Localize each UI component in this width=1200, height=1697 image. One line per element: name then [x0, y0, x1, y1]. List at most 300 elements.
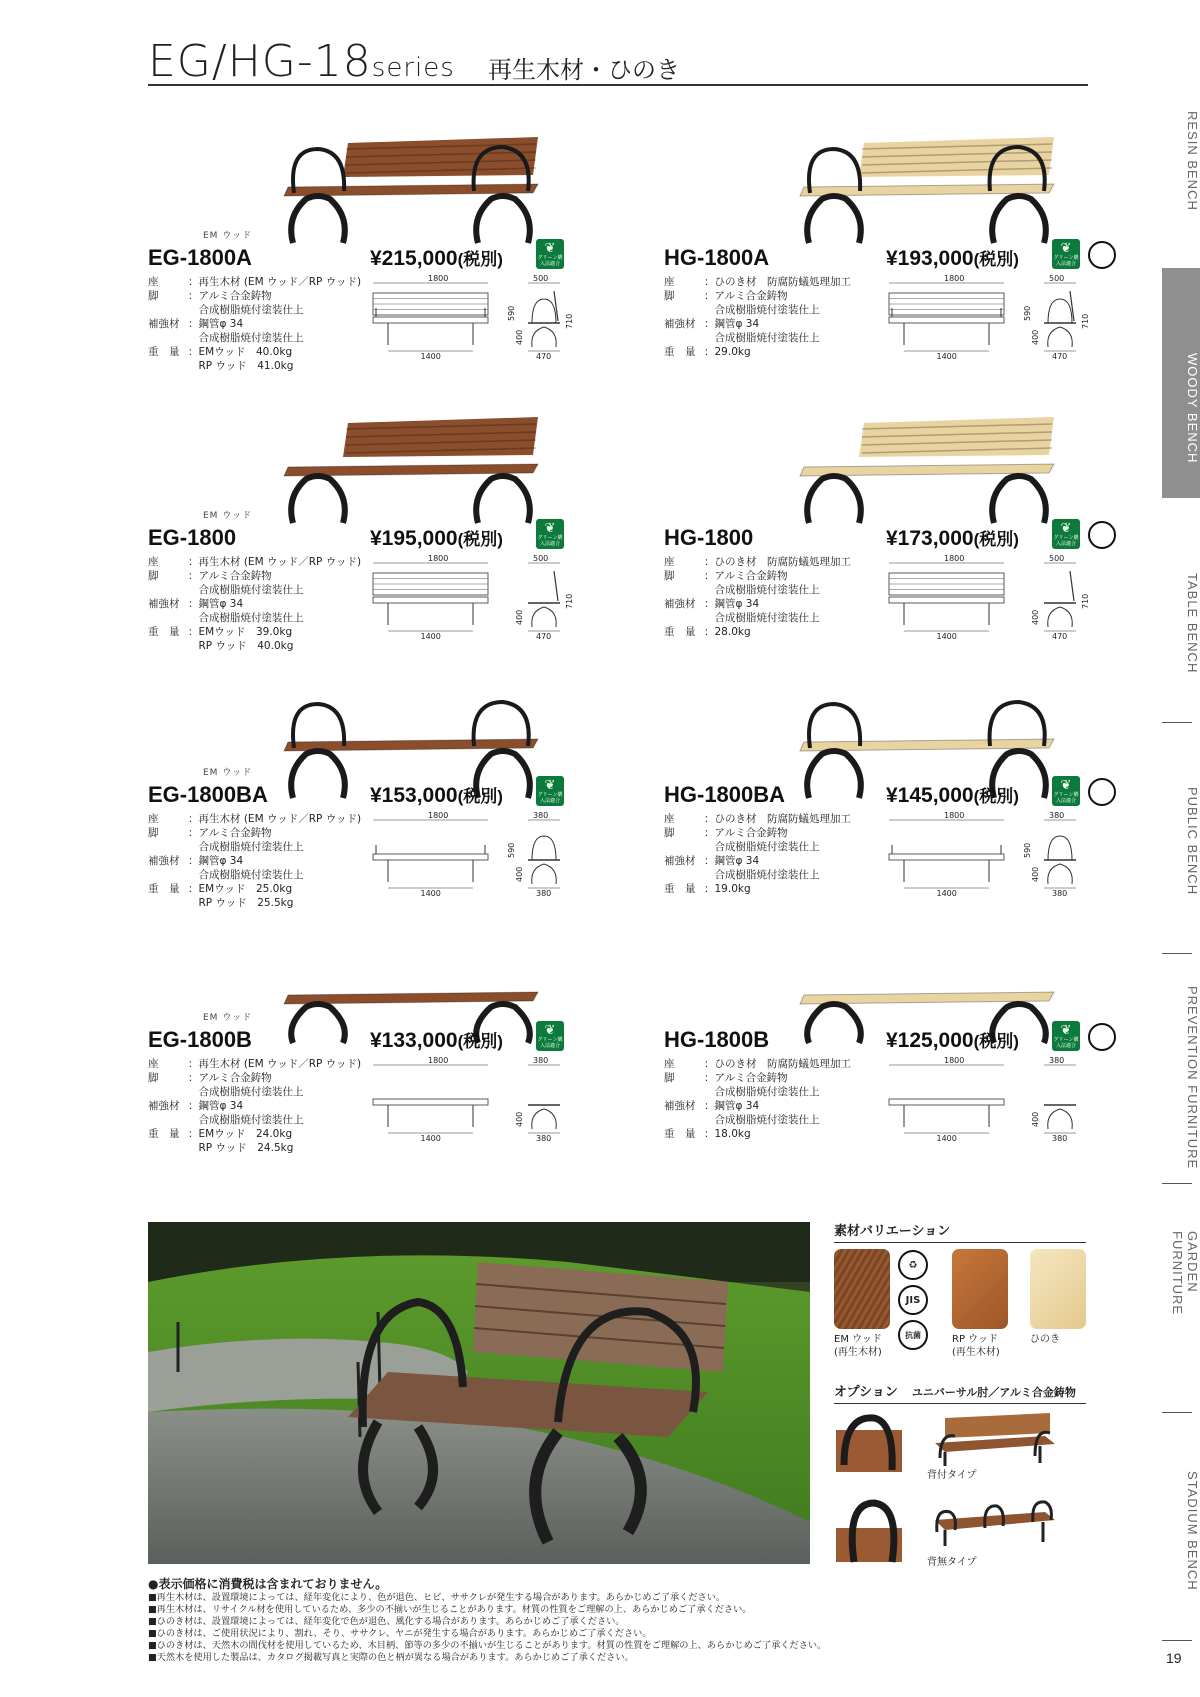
svg-text:1400: 1400	[420, 632, 441, 641]
spec-key: 補強材	[664, 318, 696, 330]
spec-value: ：鋼管φ 34	[188, 598, 244, 610]
spec-key	[148, 611, 188, 625]
model-number: HG-1800BA	[664, 782, 786, 807]
spec-row	[664, 569, 851, 583]
spec-row	[664, 812, 851, 826]
spec-value: 合成樹脂焼付塗装仕上	[704, 869, 820, 881]
spec-list	[664, 1057, 851, 1141]
spec-row	[664, 275, 851, 289]
bench-illustration	[764, 415, 1064, 525]
spec-value: RP ウッド 25.5kg	[188, 897, 294, 909]
sidebar-item-garden-furniture[interactable]: GARDEN FURNITURE	[1170, 1231, 1200, 1316]
spec-key: 座	[664, 556, 675, 568]
svg-text:380: 380	[1052, 1134, 1068, 1143]
svg-text:710: 710	[1081, 313, 1090, 329]
spec-value: ：アルミ合金鋳物	[188, 827, 272, 839]
spec-key: 脚	[664, 290, 675, 302]
spec-key: 座	[148, 813, 159, 825]
svg-text:1800: 1800	[944, 274, 965, 283]
leaf-icon: ❦	[1060, 241, 1072, 256]
spec-value: ：EMウッド 25.0kg	[188, 883, 293, 895]
antibacterial-mark-icon: 抗菌	[898, 1320, 928, 1350]
spec-row	[148, 331, 361, 345]
sidebar-divider	[1162, 953, 1192, 954]
price	[370, 245, 503, 271]
spec-row	[664, 882, 851, 896]
spec-value: 合成樹脂焼付塗装仕上	[704, 304, 820, 316]
eco-mark-icon: ♻	[898, 1250, 928, 1280]
green-badge-label: グリーン購入法適合	[537, 535, 563, 547]
spec-row	[148, 1057, 361, 1071]
spec-value: ：ひのき材 防腐防蟻処理加工	[704, 556, 851, 568]
price-value: ¥145,000	[886, 784, 974, 807]
spec-value: RP ウッド 40.0kg	[188, 640, 294, 652]
model-number: EG-1800A	[148, 245, 252, 270]
model-number: EG-1800B	[148, 1027, 252, 1052]
spec-row	[148, 345, 361, 359]
svg-text:500: 500	[1049, 554, 1065, 563]
dimension-drawing	[368, 810, 598, 900]
sidebar-item-stadium-bench[interactable]: STADIUM BENCH	[1185, 1470, 1200, 1591]
note-line: ■天然木を使用した製品は、カタログ掲載写真と実際の色と柄が異なる場合があります。あらかじめご了承ください。	[148, 1652, 634, 1663]
spec-key: 座	[148, 1058, 159, 1070]
spec-key	[148, 1085, 188, 1099]
sidebar-divider	[1162, 722, 1192, 723]
price-value: ¥215,000	[370, 247, 458, 270]
price	[370, 782, 503, 808]
spec-key: 脚	[664, 827, 675, 839]
spec-value: 合成樹脂焼付塗装仕上	[188, 1114, 304, 1126]
spec-row	[664, 1099, 851, 1113]
leaf-icon: ❦	[544, 778, 556, 793]
spec-key	[664, 868, 704, 882]
spec-row	[148, 896, 361, 910]
spec-row	[148, 359, 361, 373]
spec-row	[664, 854, 851, 868]
price-value: ¥133,000	[370, 1029, 458, 1052]
spec-key: 補強材	[148, 855, 180, 867]
spec-key: 座	[148, 276, 159, 288]
price-tax-note: (税別)	[457, 1032, 503, 1051]
svg-text:500: 500	[533, 554, 549, 563]
svg-text:590: 590	[507, 842, 516, 858]
spec-value: ：ひのき材 防腐防蟻処理加工	[704, 1058, 851, 1070]
green-purchase-badge	[536, 776, 564, 806]
green-purchase-badge	[1052, 239, 1080, 269]
wood-type-label: EM ウッド	[203, 231, 253, 241]
tax-note: ●表示価格に消費税は含まれておりません。	[148, 1577, 388, 1591]
svg-text:1800: 1800	[944, 554, 965, 563]
svg-text:470: 470	[1052, 352, 1068, 361]
spec-row	[148, 1099, 361, 1113]
spec-key: 補強材	[148, 598, 180, 610]
spec-row	[664, 555, 851, 569]
category-sidebar	[1162, 0, 1200, 1697]
svg-text:1400: 1400	[936, 632, 957, 641]
spec-value: ：アルミ合金鋳物	[188, 1072, 272, 1084]
material-variation-title: 素材バリエーション	[834, 1220, 1086, 1243]
spec-key	[664, 583, 704, 597]
spec-row	[148, 1141, 361, 1155]
spec-key	[664, 840, 704, 854]
spec-value: 合成樹脂焼付塗装仕上	[704, 841, 820, 853]
spec-value: 合成樹脂焼付塗装仕上	[704, 584, 820, 596]
spec-key: 脚	[148, 1072, 159, 1084]
product-card	[148, 415, 588, 675]
spec-key: 脚	[664, 1072, 675, 1084]
spec-key	[148, 303, 188, 317]
green-purchase-badge	[1052, 1021, 1080, 1051]
svg-text:1800: 1800	[428, 554, 449, 563]
spec-value: ：アルミ合金鋳物	[704, 1072, 788, 1084]
svg-text:400: 400	[1031, 1111, 1040, 1127]
svg-text:400: 400	[515, 609, 524, 625]
sidebar-item-woody-bench[interactable]: WOODY BENCH	[1162, 268, 1200, 498]
bench-illustration	[248, 415, 548, 525]
green-purchase-badge	[536, 519, 564, 549]
green-purchase-badge	[536, 1021, 564, 1051]
wood-type-label: EM ウッド	[203, 768, 253, 778]
spec-value: 合成樹脂焼付塗装仕上	[188, 612, 304, 624]
model-number: HG-1800A	[664, 245, 770, 270]
spec-value: ：アルミ合金鋳物	[188, 570, 272, 582]
options-title: オプション ユニバーサル肘／アルミ合金鋳物	[834, 1381, 1086, 1404]
spec-value: 合成樹脂焼付塗装仕上	[188, 841, 304, 853]
svg-text:1800: 1800	[428, 274, 449, 283]
green-badge-label: グリーン購入法適合	[537, 1037, 563, 1049]
backless-type-illustration	[925, 1500, 1065, 1550]
spec-value: 合成樹脂焼付塗装仕上	[188, 869, 304, 881]
rp-wood-label: RP ウッド (再生木材)	[952, 1334, 1000, 1358]
spec-key: 脚	[664, 570, 675, 582]
svg-text:1400: 1400	[936, 889, 957, 898]
spec-value: ：鋼管φ 34	[188, 1100, 244, 1112]
spec-key: 重 量	[148, 346, 180, 358]
spec-row	[148, 639, 361, 653]
price-value: ¥153,000	[370, 784, 458, 807]
model-number: HG-1800B	[664, 1027, 770, 1052]
spec-value: ：EMウッド 40.0kg	[188, 346, 293, 358]
spec-key	[664, 331, 704, 345]
svg-text:1400: 1400	[420, 352, 441, 361]
bench-illustration	[764, 135, 1064, 245]
page-header	[148, 36, 1088, 86]
spec-value: 合成樹脂焼付塗装仕上	[188, 584, 304, 596]
svg-text:470: 470	[1052, 632, 1068, 641]
spec-row	[148, 569, 361, 583]
green-badge-label: グリーン購入法適合	[1053, 255, 1079, 267]
spec-key: 重 量	[148, 626, 180, 638]
sidebar-item-prevention-furniture[interactable]: PREVENTION FURNITURE	[1185, 986, 1200, 1170]
product-card	[148, 690, 588, 950]
note-line: ■再生木材は、リサイクル材を使用しているため、多少の不揃いが生じることがあります。材質の性質をご理解の上、あらかじめご了承ください。	[148, 1604, 752, 1615]
universal-armrest-backless-image	[834, 1498, 904, 1568]
spec-value: 合成樹脂焼付塗装仕上	[188, 1086, 304, 1098]
eco-face-icon	[1088, 521, 1116, 549]
svg-text:1400: 1400	[420, 889, 441, 898]
spec-key	[148, 639, 188, 653]
spec-value: ：鋼管φ 34	[704, 318, 760, 330]
spec-key	[664, 611, 704, 625]
spec-row	[664, 597, 851, 611]
product-card	[148, 935, 588, 1195]
spec-value: 合成樹脂焼付塗装仕上	[704, 1114, 820, 1126]
spec-row	[148, 583, 361, 597]
backrest-type-label: 背付タイプ	[927, 1470, 977, 1481]
leaf-icon: ❦	[544, 241, 556, 256]
spec-value: 合成樹脂焼付塗装仕上	[704, 332, 820, 344]
spec-list	[148, 275, 361, 373]
page-number-rule	[1162, 1640, 1192, 1641]
spec-key: 脚	[148, 570, 159, 582]
price-value: ¥125,000	[886, 1029, 974, 1052]
svg-text:400: 400	[1031, 866, 1040, 882]
hinoki-label: ひのき	[1030, 1334, 1060, 1345]
svg-text:500: 500	[1049, 274, 1065, 283]
price-tax-note: (税別)	[457, 530, 503, 549]
svg-text:380: 380	[533, 811, 549, 820]
spec-key	[148, 583, 188, 597]
spec-value: ：鋼管φ 34	[704, 598, 760, 610]
eco-face-icon	[1088, 241, 1116, 269]
spec-key: 補強材	[148, 318, 180, 330]
spec-key	[148, 1141, 188, 1155]
spec-value: ：鋼管φ 34	[704, 855, 760, 867]
spec-key	[148, 840, 188, 854]
product-card	[664, 690, 1104, 950]
dimension-drawing	[884, 1055, 1114, 1145]
sidebar-item-table-bench[interactable]: TABLE BENCH	[1185, 572, 1200, 674]
spec-key: 脚	[148, 827, 159, 839]
price-tax-note: (税別)	[973, 1032, 1019, 1051]
svg-text:710: 710	[565, 313, 574, 329]
eco-face-icon	[1088, 778, 1116, 806]
spec-key	[664, 1113, 704, 1127]
spec-list	[664, 812, 851, 896]
spec-row	[664, 625, 851, 639]
spec-key	[148, 359, 188, 373]
spec-row	[664, 1113, 851, 1127]
leaf-icon: ❦	[544, 521, 556, 536]
svg-text:380: 380	[536, 1134, 552, 1143]
spec-row	[664, 289, 851, 303]
dimension-drawing	[884, 810, 1114, 900]
spec-row	[664, 1057, 851, 1071]
spec-list	[148, 1057, 361, 1155]
spec-row	[664, 583, 851, 597]
spec-key: 重 量	[664, 626, 696, 638]
price	[886, 525, 1019, 551]
spec-value: ：鋼管φ 34	[704, 1100, 760, 1112]
product-card	[664, 415, 1104, 675]
spec-row	[148, 597, 361, 611]
price	[886, 1027, 1019, 1053]
svg-text:590: 590	[1023, 842, 1032, 858]
spec-row	[664, 317, 851, 331]
green-purchase-badge	[1052, 776, 1080, 806]
svg-text:1400: 1400	[936, 1134, 957, 1143]
svg-text:710: 710	[1081, 593, 1090, 609]
spec-value: ：29.0kg	[704, 346, 751, 358]
green-badge-label: グリーン購入法適合	[537, 792, 563, 804]
leaf-icon: ❦	[1060, 1023, 1072, 1038]
spec-list	[664, 555, 851, 639]
sidebar-item-public-bench[interactable]: PUBLIC BENCH	[1185, 787, 1200, 896]
spec-key	[148, 331, 188, 345]
sidebar-divider	[1162, 1183, 1192, 1184]
svg-text:470: 470	[536, 352, 552, 361]
spec-key: 座	[148, 556, 159, 568]
spec-value: ：アルミ合金鋳物	[704, 290, 788, 302]
spec-key	[664, 303, 704, 317]
spec-row	[148, 317, 361, 331]
spec-list	[148, 555, 361, 653]
spec-value: 合成樹脂焼付塗装仕上	[188, 332, 304, 344]
spec-key: 脚	[148, 290, 159, 302]
wood-type-label: EM ウッド	[203, 1013, 253, 1023]
spec-row	[148, 611, 361, 625]
spec-row	[664, 840, 851, 854]
spec-value: ：再生木材 (EM ウッド／RP ウッド)	[188, 813, 362, 825]
spec-value: ：再生木材 (EM ウッド／RP ウッド)	[188, 556, 362, 568]
dimension-drawing	[368, 1055, 598, 1145]
svg-text:1800: 1800	[428, 811, 449, 820]
spec-key: 座	[664, 1058, 675, 1070]
price-tax-note: (税別)	[973, 787, 1019, 806]
price-tax-note: (税別)	[457, 787, 503, 806]
svg-text:380: 380	[1052, 889, 1068, 898]
spec-row	[148, 625, 361, 639]
spec-value: ：EMウッド 24.0kg	[188, 1128, 293, 1140]
price	[886, 782, 1019, 808]
model-number: EG-1800	[148, 525, 237, 550]
product-card	[664, 935, 1104, 1195]
price-tax-note: (税別)	[973, 250, 1019, 269]
em-wood-swatch	[834, 1249, 890, 1329]
spec-row	[664, 826, 851, 840]
spec-key	[664, 1085, 704, 1099]
spec-key: 座	[664, 813, 675, 825]
price-value: ¥193,000	[886, 247, 974, 270]
model-number: EG-1800BA	[148, 782, 268, 807]
spec-row	[148, 1085, 361, 1099]
price-value: ¥173,000	[886, 527, 974, 550]
spec-value: 合成樹脂焼付塗装仕上	[188, 304, 304, 316]
green-badge-label: グリーン購入法適合	[1053, 535, 1079, 547]
spec-value: RP ウッド 41.0kg	[188, 360, 294, 372]
note-line: ■再生木材は、設置環境によっては、経年変化により、色が退色、ヒビ、ササクレが発生する場合があります。あらかじめご了承ください。	[148, 1592, 726, 1603]
spec-key: 補強材	[664, 598, 696, 610]
spec-key	[148, 1113, 188, 1127]
svg-text:380: 380	[536, 889, 552, 898]
spec-key: 重 量	[664, 346, 696, 358]
spec-key	[148, 868, 188, 882]
svg-text:400: 400	[515, 866, 524, 882]
bench-illustration	[248, 135, 548, 245]
dimension-drawing	[884, 273, 1114, 363]
price	[370, 525, 503, 551]
wood-type-label: EM ウッド	[203, 511, 253, 521]
spec-row	[664, 868, 851, 882]
green-badge-label: グリーン購入法適合	[1053, 792, 1079, 804]
svg-text:1800: 1800	[428, 1056, 449, 1065]
svg-text:380: 380	[1049, 811, 1065, 820]
spec-row	[148, 1113, 361, 1127]
spec-value: ：ひのき材 防腐防蟻処理加工	[704, 813, 851, 825]
em-wood-label: EM ウッド (再生木材)	[834, 1334, 882, 1358]
product-card	[664, 135, 1104, 395]
svg-text:380: 380	[533, 1056, 549, 1065]
bench-photo	[148, 1222, 810, 1564]
product-card	[148, 135, 588, 395]
svg-text:1800: 1800	[944, 1056, 965, 1065]
universal-armrest-image	[834, 1410, 904, 1480]
eco-face-icon	[1088, 1023, 1116, 1051]
green-purchase-badge	[536, 239, 564, 269]
green-badge-label: グリーン購入法適合	[1053, 1037, 1079, 1049]
spec-key: 補強材	[148, 1100, 180, 1112]
spec-key: 補強材	[664, 1100, 696, 1112]
svg-text:400: 400	[515, 329, 524, 345]
spec-row	[664, 303, 851, 317]
spec-value: ：18.0kg	[704, 1128, 751, 1140]
sidebar-item-resin-bench[interactable]: RESIN BENCH	[1185, 110, 1200, 211]
spec-key: 重 量	[148, 883, 180, 895]
note-line: ■ひのき材は、ご使用状況により、割れ、そり、ササクレ、ヤニが発生する場合があります。あらかじめご了承ください。	[148, 1628, 652, 1639]
spec-key: 重 量	[664, 1128, 696, 1140]
spec-row	[148, 882, 361, 896]
spec-row	[148, 840, 361, 854]
spec-value: ：EMウッド 39.0kg	[188, 626, 293, 638]
spec-row	[148, 303, 361, 317]
leaf-icon: ❦	[544, 1023, 556, 1038]
spec-value: ：鋼管φ 34	[188, 855, 244, 867]
spec-row	[148, 812, 361, 826]
svg-text:400: 400	[1031, 609, 1040, 625]
spec-row	[664, 1127, 851, 1141]
model-number: HG-1800	[664, 525, 754, 550]
spec-value: ：アルミ合金鋳物	[188, 290, 272, 302]
spec-key: 補強材	[664, 855, 696, 867]
svg-text:400: 400	[1031, 329, 1040, 345]
note-line: ■ひのき材は、天然木の間伐材を使用しているため、木目柄、節等の多少の不揃いが生じることがあります。材質の性質をご理解の上、あらかじめご了承ください。	[148, 1640, 827, 1651]
spec-value: RP ウッド 24.5kg	[188, 1142, 294, 1154]
spec-key: 重 量	[148, 1128, 180, 1140]
green-purchase-badge	[1052, 519, 1080, 549]
svg-text:400: 400	[515, 1111, 524, 1127]
spec-value: ：アルミ合金鋳物	[704, 570, 788, 582]
backrest-type-illustration	[925, 1408, 1065, 1468]
svg-text:1400: 1400	[936, 352, 957, 361]
spec-list	[664, 275, 851, 359]
spec-key	[148, 896, 188, 910]
spec-row	[664, 345, 851, 359]
spec-row	[148, 826, 361, 840]
rp-wood-swatch	[952, 1249, 1008, 1329]
spec-row	[148, 1071, 361, 1085]
spec-row	[148, 868, 361, 882]
svg-text:1800: 1800	[944, 811, 965, 820]
price-tax-note: (税別)	[973, 530, 1019, 549]
price	[886, 245, 1019, 271]
spec-value: ：28.0kg	[704, 626, 751, 638]
series-subtitle: 再生木材・ひのき	[488, 56, 680, 84]
spec-value: ：ひのき材 防腐防蟻処理加工	[704, 276, 851, 288]
dimension-drawing	[884, 553, 1114, 643]
spec-key: 重 量	[664, 883, 696, 895]
notes	[148, 1578, 928, 1664]
svg-text:590: 590	[1023, 305, 1032, 321]
